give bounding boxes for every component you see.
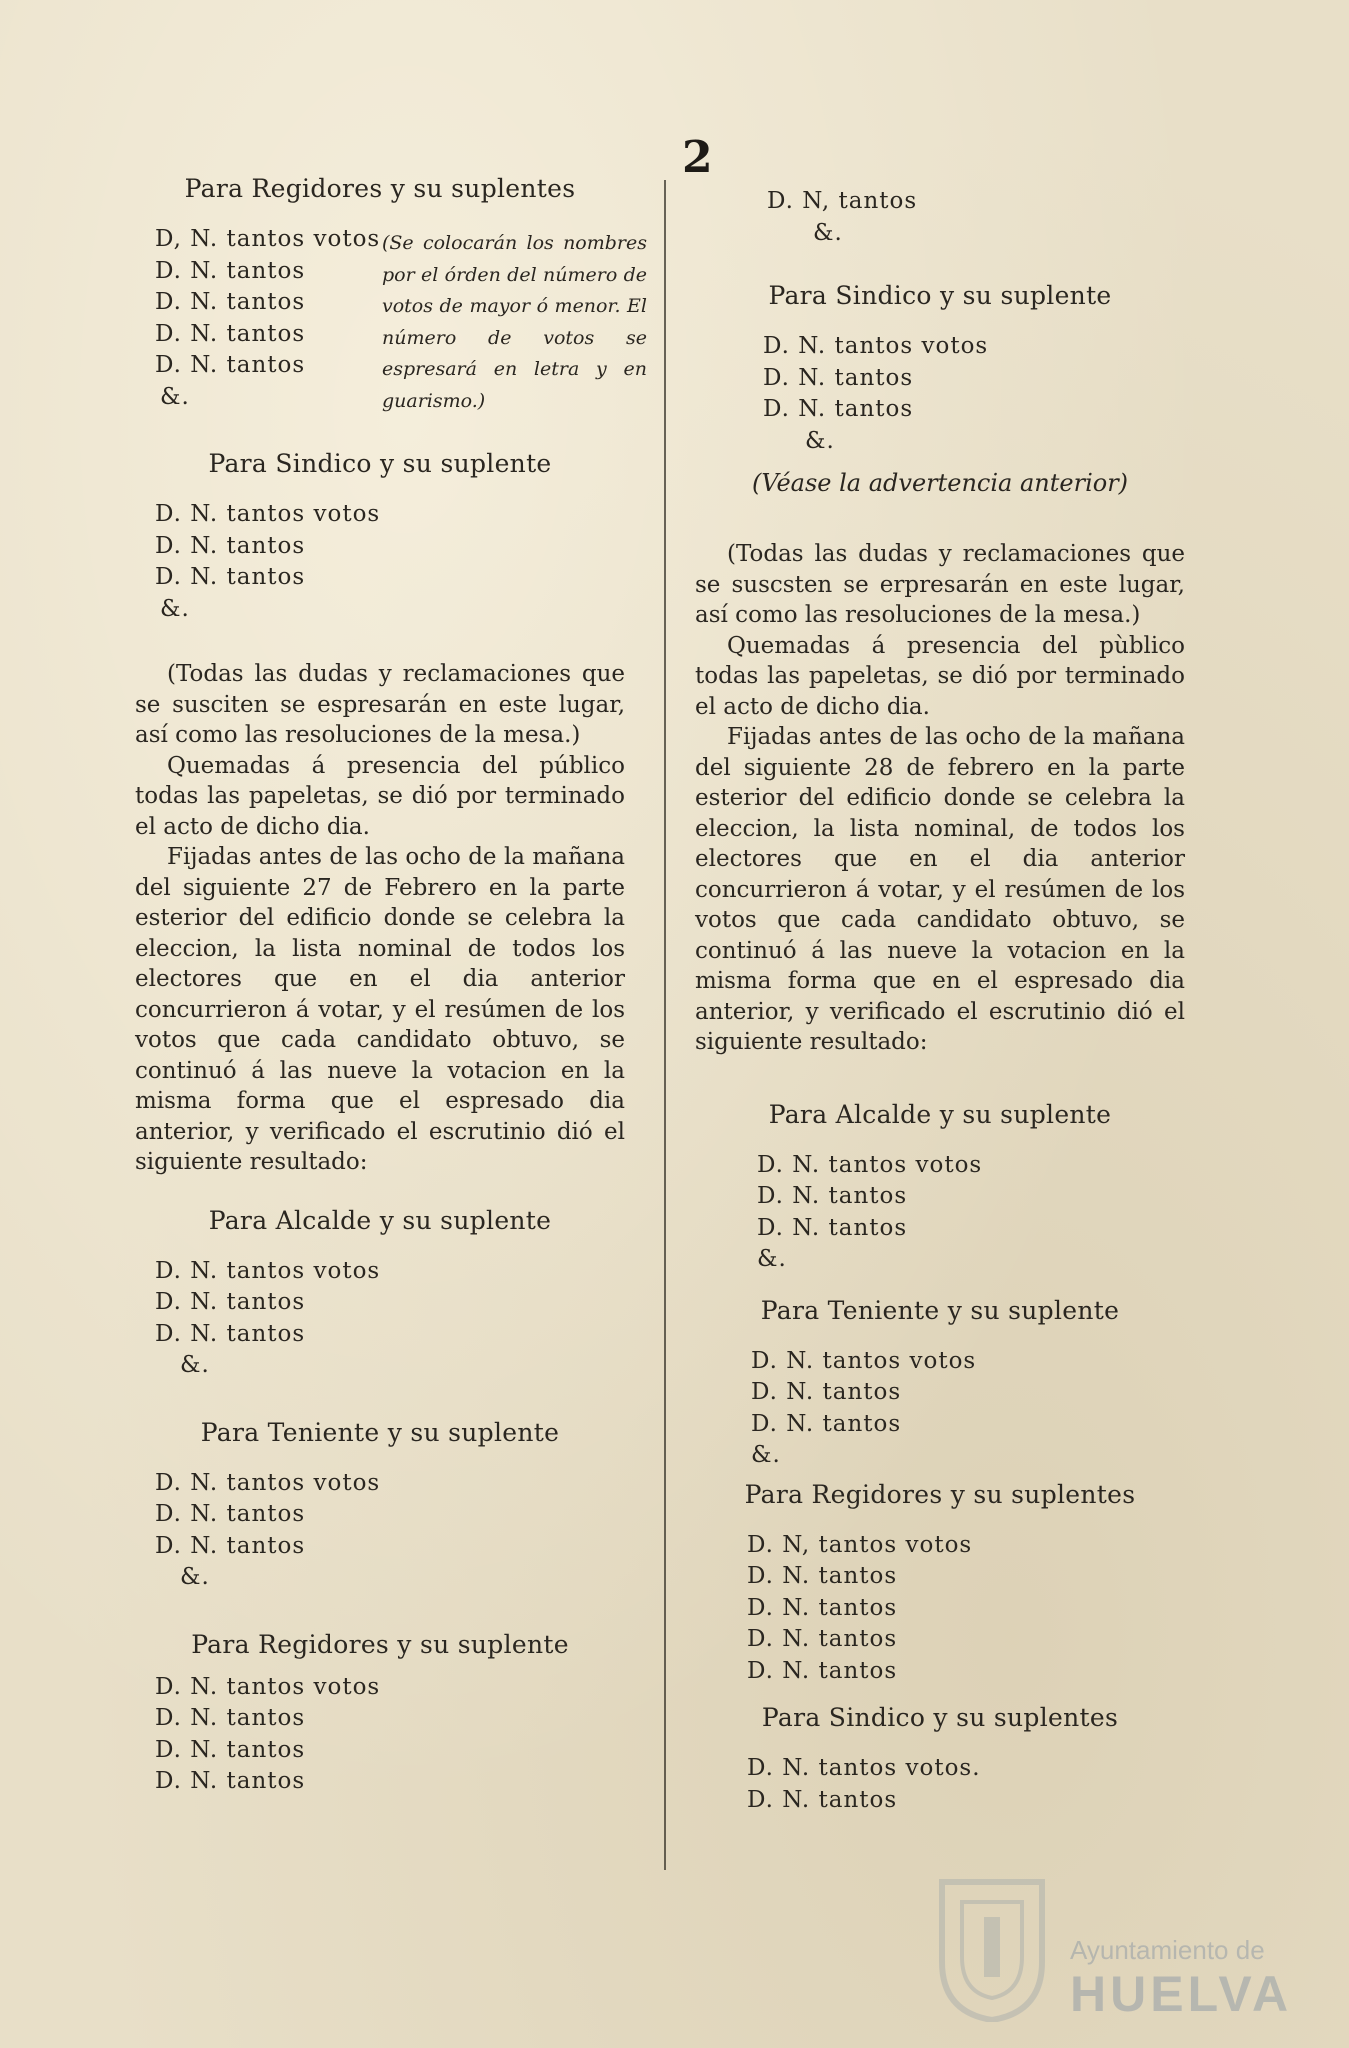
paragraph: (Todas las dudas y reclamaciones que se susciten se espresarán en este lugar, así como las resoluciones de la mesa.) bbox=[135, 661, 625, 748]
paragraph: Fijadas antes de las ocho de la mañana del siguiente 27 de Febrero en la parte esterior del edificio donde se celebra la eleccion, la lista nominal de todos los electores que en el dia anterior concurrieron á votar, y el resúmen de los votos que cada candidato obtuvo, se continuó á las nueve la votacion en la misma forma que el espresado dia anterior, y verificado el escrutinio dió el siguiente resultado: bbox=[135, 844, 625, 1175]
heading-alcalde: Para Alcalde y su suplente bbox=[768, 1099, 1112, 1129]
watermark-line2: HUELVA bbox=[1070, 1966, 1293, 2022]
aside-note: (Se colocarán los nombres por el órden del número de votos de mayor ó menor. El número de votos se espresará en letra y en guarismo.) bbox=[382, 232, 647, 412]
list-item: D. N. tantos votos bbox=[751, 1347, 977, 1374]
continued-list bbox=[695, 186, 1185, 249]
sindico-list bbox=[135, 499, 625, 625]
list-item: &. bbox=[757, 1246, 787, 1272]
heading-teniente: Para Teniente y su suplente bbox=[760, 1295, 1120, 1325]
list-item: D. N. tantos bbox=[155, 352, 306, 378]
teniente-list bbox=[695, 1346, 1185, 1472]
column-divider bbox=[664, 180, 666, 1870]
list-item: D. N. tantos votos. bbox=[747, 1755, 981, 1781]
list-item: D. N. tantos bbox=[155, 564, 306, 590]
list-item: D. N. tantos bbox=[155, 1532, 306, 1559]
list-item: &. bbox=[751, 1442, 781, 1468]
list-item: D. N. tantos bbox=[751, 1379, 902, 1405]
heading-regidores: Para Regidores y su suplentes bbox=[744, 1479, 1136, 1509]
paragraph: Quemadas á presencia del público todas las papeletas, se dió por terminado el acto de dicho dia. bbox=[135, 752, 625, 840]
list-item: D. N. tantos votos bbox=[155, 1257, 381, 1284]
list-item: &. bbox=[180, 1564, 210, 1590]
paragraph: Fijadas antes de las ocho de la mañana del siguiente 28 de febrero en la parte esterior del edificio donde se celebra la eleccion, la lista nominal, de todos los electores que en el dia anterior concurrieron á votar, y el resúmen de los votos que cada candidato obtuvo, se continuó á las nueve la votacion en la misma forma que en el espresado dia anterior, y verificado el escrutinio dió el siguiente resultado: bbox=[695, 724, 1185, 1055]
heading-alcalde: Para Alcalde y su suplente bbox=[208, 1205, 552, 1235]
sindico-list bbox=[695, 331, 1185, 457]
right-column bbox=[695, 186, 1185, 1850]
heading-regidores: Para Regidores y su suplentes bbox=[184, 174, 576, 203]
paragraph: (Todas las dudas y reclamaciones que se suscsten se erpresarán en este lugar, así como las resoluciones de la mesa.) bbox=[695, 541, 1185, 628]
list-item: D. N. tantos bbox=[757, 1183, 908, 1209]
list-item: D. N. tantos bbox=[747, 1657, 898, 1684]
alcalde-list bbox=[135, 1256, 625, 1382]
regidores-2-list bbox=[135, 1672, 625, 1798]
list-item: D. N. tantos bbox=[155, 289, 306, 315]
list-item: D. N. tantos bbox=[757, 1214, 908, 1241]
list-item: D. N. tantos bbox=[155, 320, 306, 347]
list-item: D. N. tantos votos bbox=[155, 1469, 381, 1496]
list-item: D. N. tantos votos bbox=[763, 333, 989, 359]
coat-of-arms-watermark bbox=[932, 1872, 1052, 2022]
list-item: D. N, tantos bbox=[767, 188, 918, 214]
list-item: &. bbox=[805, 427, 835, 454]
list-item: D. N. tantos bbox=[155, 1289, 306, 1315]
list-item: &. bbox=[180, 1352, 210, 1378]
paragraph: Quemadas á presencia del pùblico todas las papeletas, se dió por terminado el acto de dicho dia. bbox=[695, 632, 1185, 720]
list-item: D. N. tantos bbox=[155, 257, 306, 284]
list-item: D. N. tantos votos bbox=[757, 1151, 983, 1178]
list-item: D. N. tantos bbox=[155, 1705, 306, 1731]
heading-teniente: Para Teniente y su suplente bbox=[200, 1417, 560, 1447]
heading-sindico-2: Para Sindico y su suplentes bbox=[761, 1703, 1119, 1732]
list-item: D. N. tantos bbox=[747, 1626, 898, 1652]
list-item: D. N. tantos bbox=[747, 1563, 898, 1589]
list-item: D. N. tantos bbox=[751, 1410, 902, 1437]
sindico-2-list bbox=[695, 1753, 1185, 1816]
list-item: D. N. tantos bbox=[763, 364, 914, 391]
list-item: D. N. tantos bbox=[155, 1320, 306, 1347]
list-item: D. N. tantos bbox=[155, 1768, 306, 1794]
list-item: D. N. tantos votos bbox=[155, 1673, 381, 1700]
alcalde-list bbox=[695, 1150, 1185, 1276]
list-item: &. bbox=[813, 219, 843, 246]
list-item: D. N. tantos votos bbox=[155, 501, 381, 527]
list-item: D. N. tantos bbox=[747, 1594, 898, 1621]
list-item: D, N. tantos votos bbox=[155, 226, 381, 252]
left-column bbox=[135, 172, 647, 1832]
list-item: D. N. tantos bbox=[155, 532, 306, 559]
list-item: D. N. tantos bbox=[155, 1501, 306, 1527]
regidores-list bbox=[135, 224, 647, 413]
advertencia-note: (Véase la advertencia anterior) bbox=[751, 469, 1129, 497]
regidores-list bbox=[695, 1530, 1185, 1688]
heading-regidores-2: Para Regidores y su suplente bbox=[191, 1629, 569, 1659]
list-item: D. N. tantos bbox=[747, 1786, 898, 1813]
page-number: 2 bbox=[682, 132, 713, 183]
list-item: D. N. tantos bbox=[155, 1736, 306, 1763]
list-item: D. N, tantos votos bbox=[747, 1531, 973, 1558]
heading-sindico: Para Sindico y su suplente bbox=[768, 281, 1112, 310]
teniente-list bbox=[135, 1468, 625, 1594]
list-item: D. N. tantos bbox=[763, 396, 914, 422]
list-item: &. bbox=[160, 383, 190, 410]
heading-sindico: Para Sindico y su suplente bbox=[208, 449, 552, 478]
watermark-line1: Ayuntamiento de bbox=[1070, 1935, 1265, 1965]
list-item: &. bbox=[160, 595, 190, 622]
